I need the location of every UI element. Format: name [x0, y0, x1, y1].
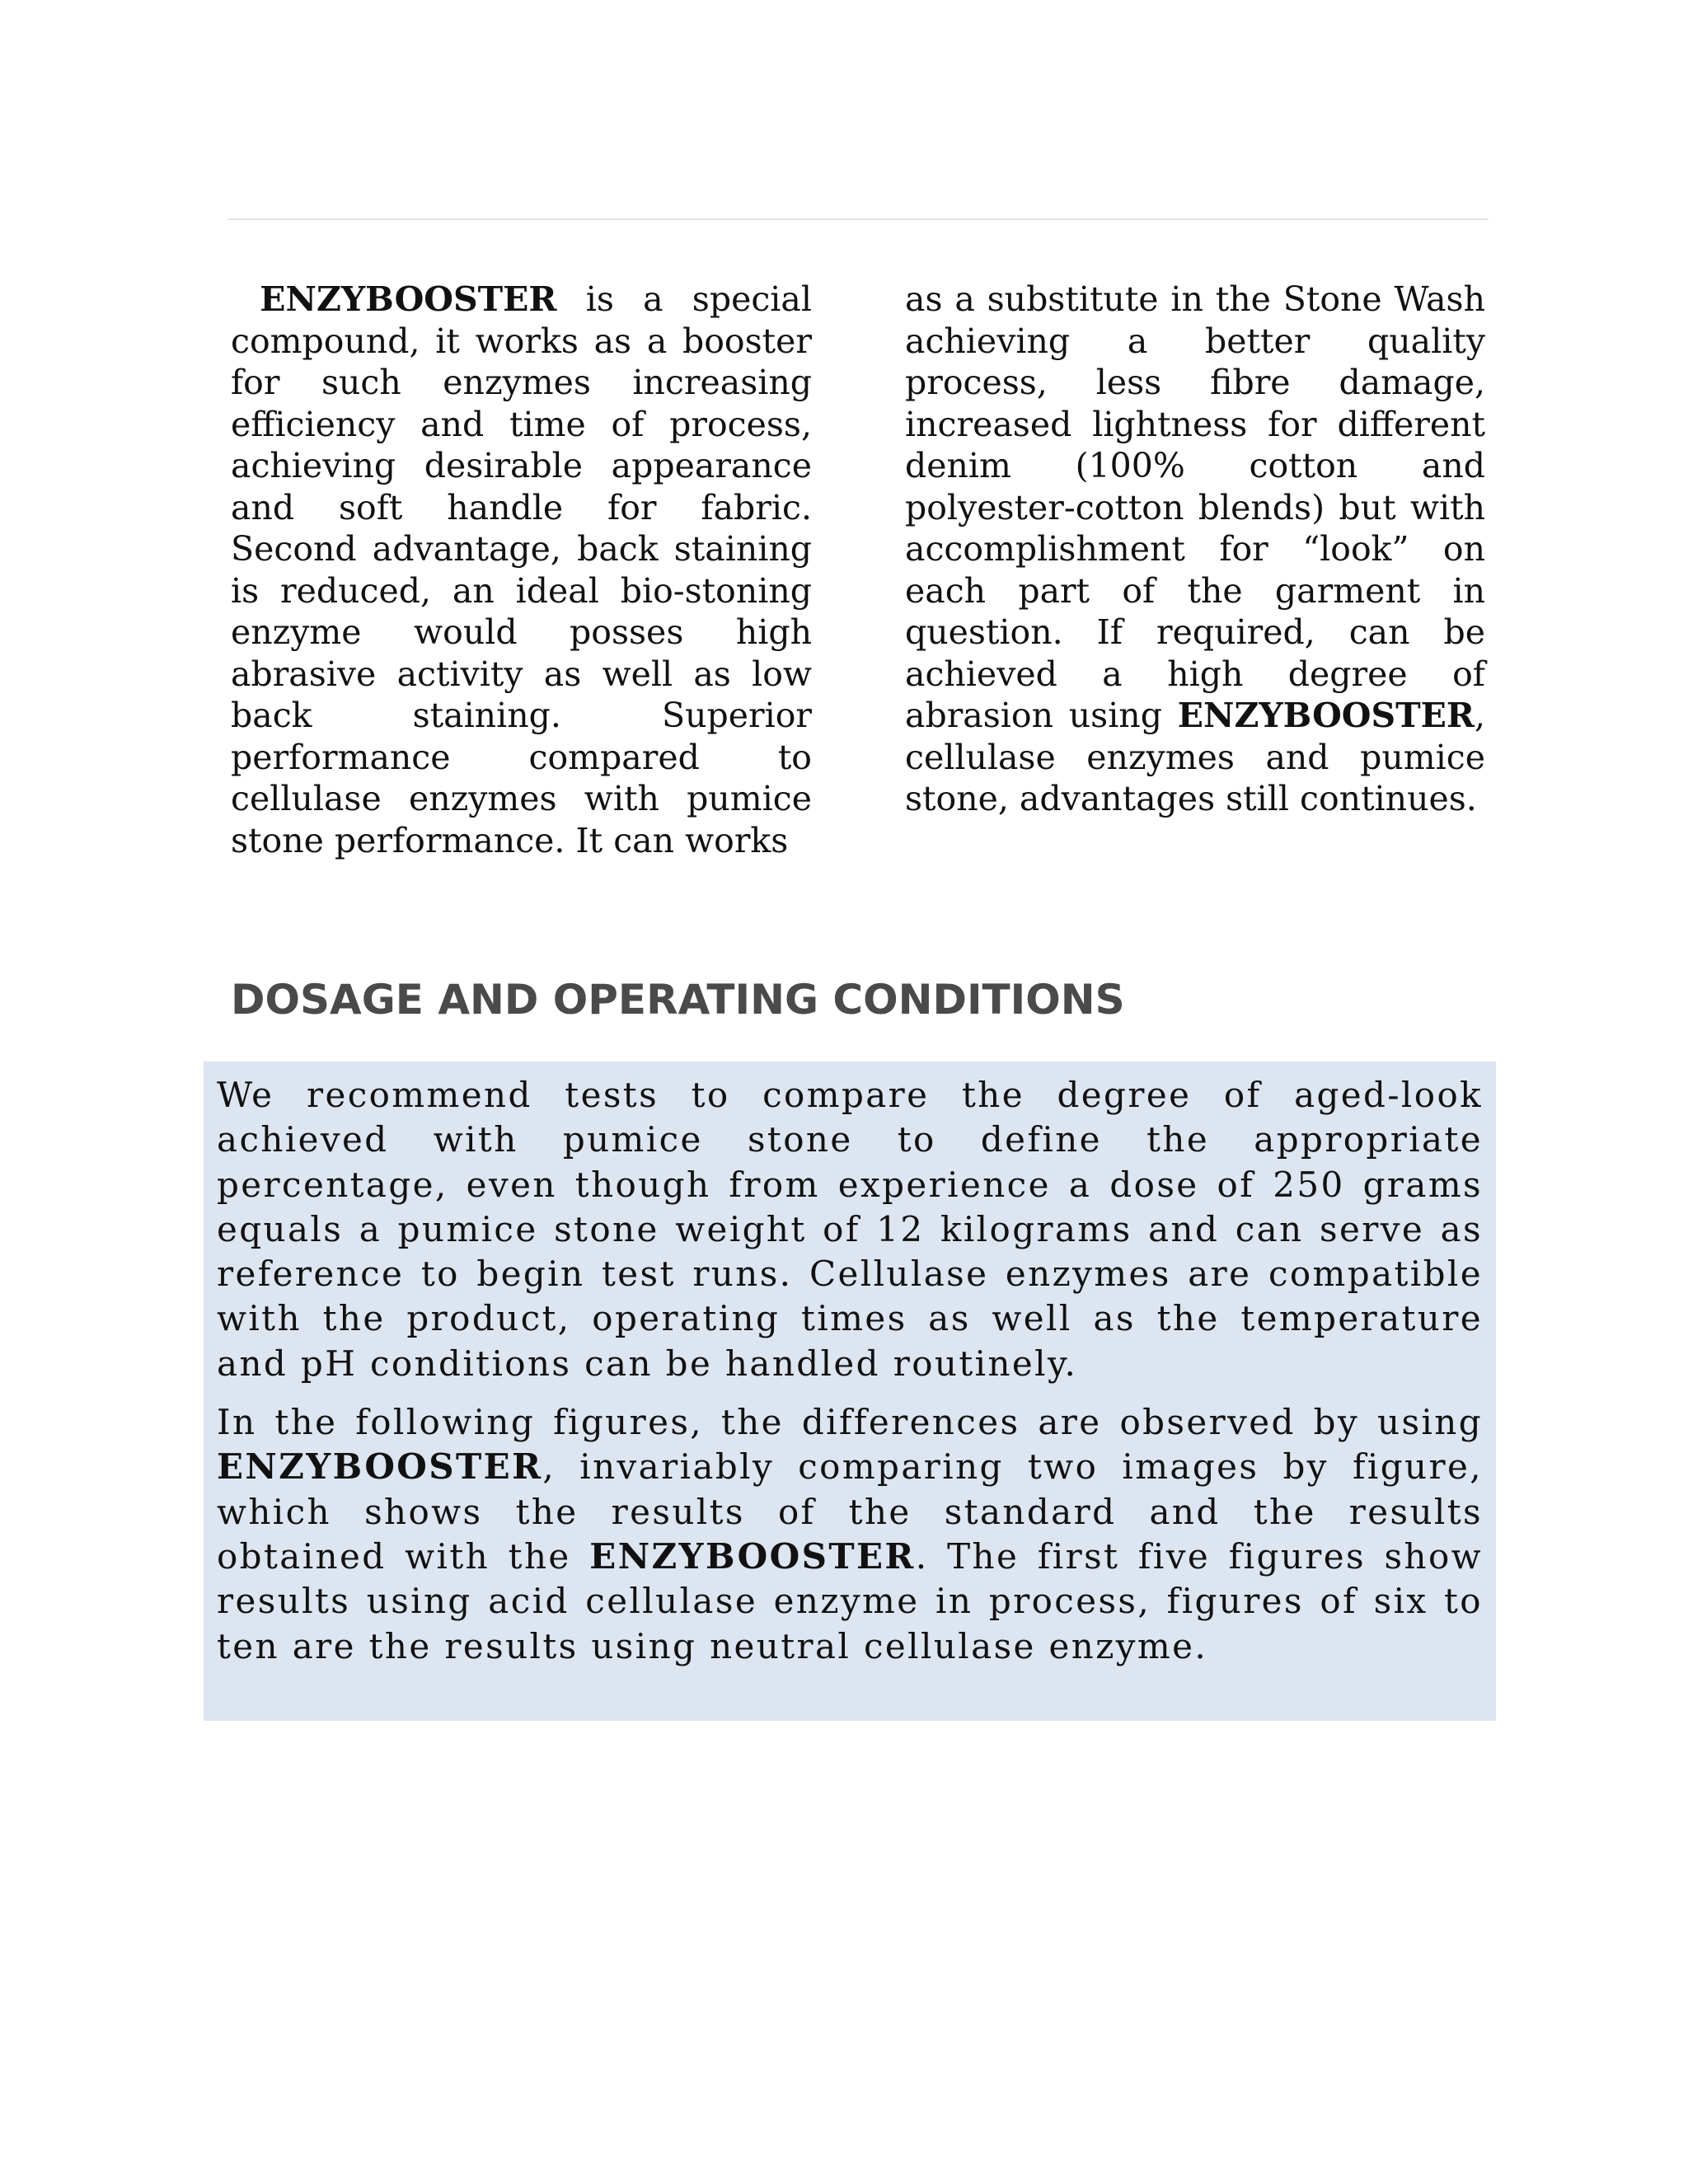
header-divider	[227, 218, 1489, 220]
brand-name: ENZYBOOSTER	[260, 279, 557, 319]
intro-right-text-after: , cellulase enzymes and pumice stone, advantages still continues.	[905, 696, 1485, 818]
paragraph-text: . The first five figures show results using acid cellulase enzyme in process, figures of six to ten are the results using neutral cellulase enzyme.	[217, 1535, 1483, 1666]
dosage-paragraph-2	[217, 1400, 1483, 1669]
brand-name: ENZYBOOSTER	[589, 1535, 916, 1577]
section-heading: DOSAGE AND OPERATING CONDITIONS	[231, 976, 1125, 1024]
intro-left-text: is a special compound, it works as a booster for such enzymes increasing efficiency and time of process, achieving desirable appearance and soft handle for fabric. Second advantage, back staining is reduced, an ideal bio-stoning enzyme would posses high abrasive activity as well as low back staining. Superior performance compared to cellulase enzymes with pumice stone performance. It can works	[231, 279, 812, 860]
intro-right-text-before: as a substitute in the Stone Wash achieving a better quality process, less fibre damage, increased lightness for different denim (100% cotton and polyester-cotton blends) but with accomplishment for “look” on each part of the garment in question. If required, can be achieved a high degree of abrasion using	[905, 279, 1485, 735]
dosage-box	[204, 1062, 1496, 1721]
dosage-paragraph-1: We recommend tests to compare the degree of aged-look achieved with pumice stone to define the appropriate percentage, even though from experience a dose of 250 grams equals a pumice stone weight of 12 kilograms and can serve as reference to begin test runs. Cellulase enzymes are compatible with the product, operating times as well as the temperature and pH conditions can be handled routinely.	[217, 1075, 1483, 1384]
intro-left-column	[231, 279, 812, 861]
intro-right-column	[905, 279, 1485, 820]
brand-name: ENZYBOOSTER	[1177, 696, 1475, 735]
brand-name: ENZYBOOSTER	[217, 1446, 543, 1488]
paragraph-text: In the following figures, the differences are observed by using	[217, 1402, 1483, 1443]
paragraph-text: , invariably comparing two images by figure, which shows the results of the standard and the results obtained with the	[217, 1446, 1483, 1577]
